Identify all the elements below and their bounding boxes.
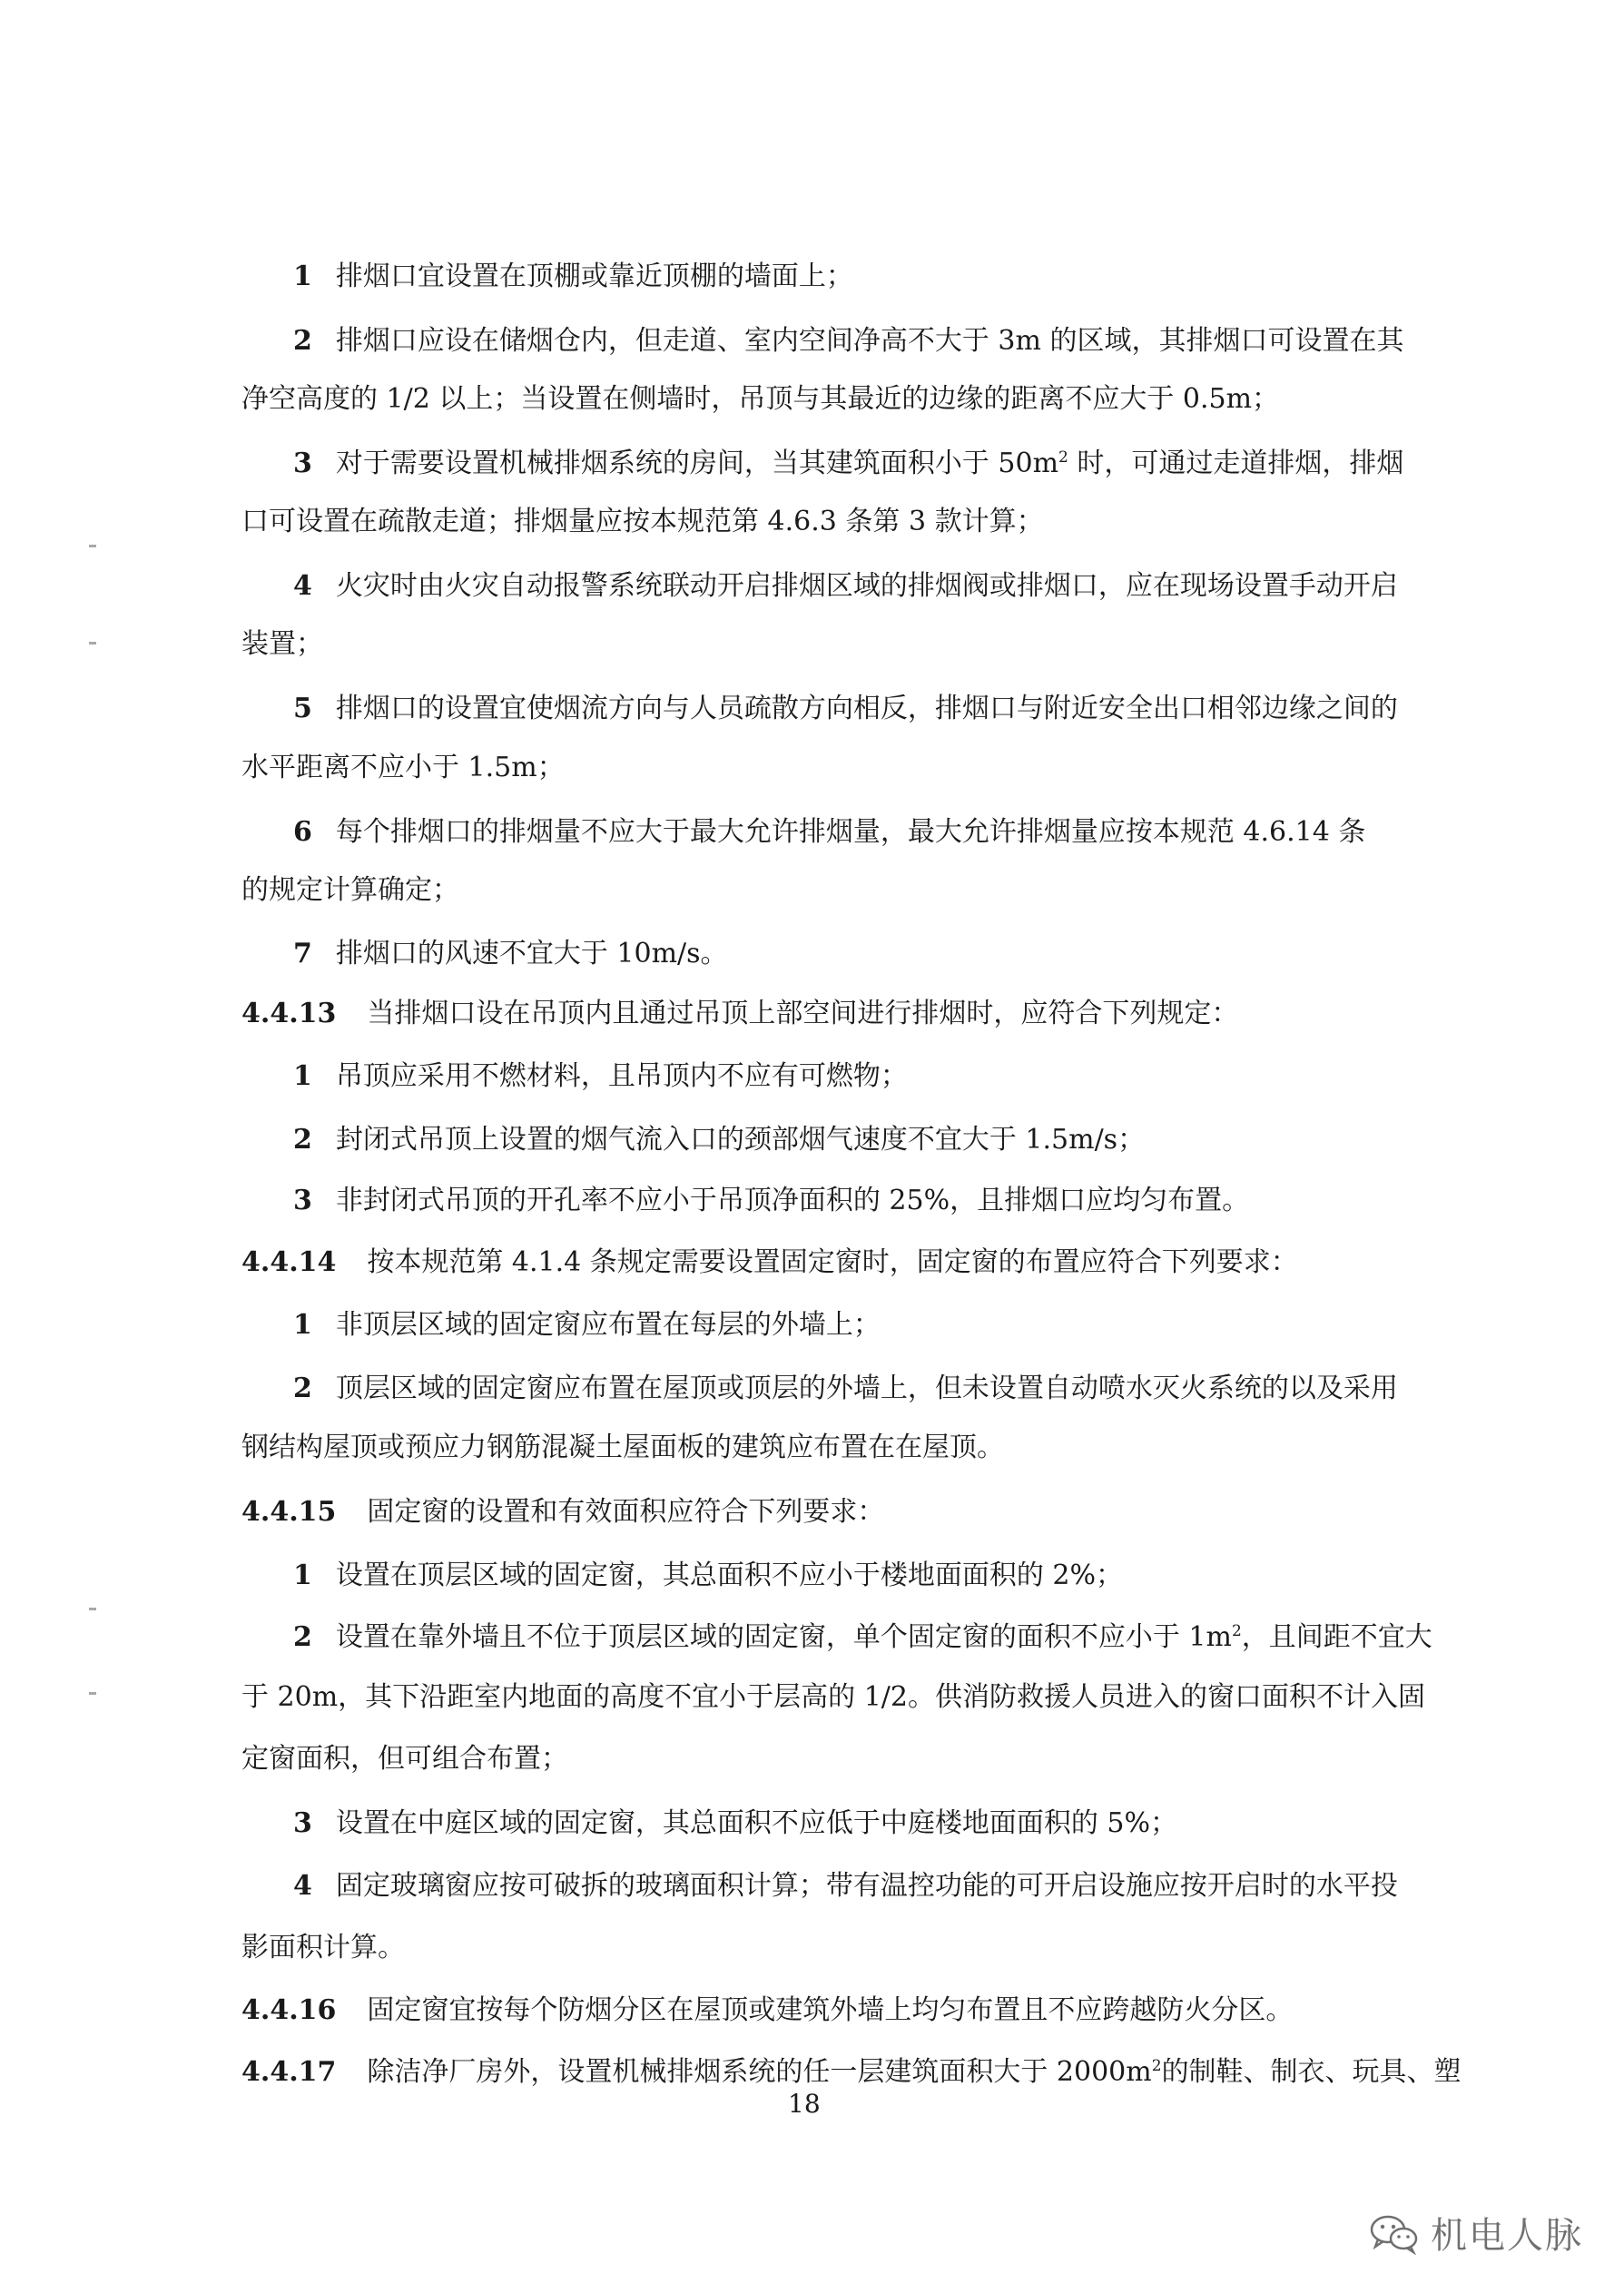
clause-number: 3	[293, 448, 312, 479]
item-number: 2	[293, 1124, 312, 1156]
item-number: 1	[293, 1060, 312, 1092]
section-text: 固定窗宜按每个防烟分区在屋顶或建筑外墙上均匀布置且不应跨越防火分区。	[367, 1994, 1294, 2026]
item-text: 固定玻璃窗应按可破拆的玻璃面积计算；带有温控功能的可开启设施应按开启时的水平投	[335, 1870, 1398, 1902]
section-4-4-15-item-3	[293, 1806, 1177, 1842]
item-text-b: ，且间距不宜大	[1241, 1621, 1432, 1653]
item-text: 非顶层区域的固定窗应布置在每层的外墙上；	[335, 1309, 881, 1341]
section-4-4-14-item-1	[293, 1307, 881, 1343]
clause-text-b: 时，可通过走道排烟，排烟	[1068, 448, 1404, 479]
item-text-a: 设置在靠外墙且不位于顶层区域的固定窗，单个固定窗的面积不应小于 1m	[335, 1621, 1232, 1653]
section-4-4-15-item-4-continuation: 影面积计算。	[241, 1932, 405, 1963]
section-text: 固定窗的设置和有效面积应符合下列要求：	[367, 1496, 885, 1528]
section-number: 4.4.15	[241, 1496, 337, 1528]
item-number: 1	[293, 1560, 312, 1591]
section-text: 按本规范第 4.1.4 条规定需要设置固定窗时，固定窗的布置应符合下列要求：	[367, 1246, 1298, 1278]
clause-3-continuation: 口可设置在疏散走道；排烟量应按本规范第 4.6.3 条第 3 款计算；	[241, 506, 1044, 537]
section-text-a: 除洁净厂房外，设置机械排烟系统的任一层建筑面积大于 2000m	[367, 2056, 1152, 2088]
section-4-4-14-item-2	[293, 1371, 1398, 1407]
section-4-4-17	[241, 2054, 1462, 2091]
clause-2	[293, 323, 1403, 359]
item-text: 吊顶应采用不燃材料，且吊顶内不应有可燃物；	[335, 1060, 908, 1092]
superscript: 2	[1151, 2057, 1162, 2075]
section-4-4-13-item-1	[293, 1058, 908, 1095]
clause-text: 排烟口宜设置在顶棚或靠近顶棚的墙面上；	[335, 261, 853, 292]
clause-text: 火灾时由火灾自动报警系统联动开启排烟区域的排烟阀或排烟口，应在现场设置手动开启	[335, 570, 1398, 602]
clause-text: 每个排烟口的排烟量不应大于最大允许排烟量，最大允许排烟量应按本规范 4.6.14 条	[335, 816, 1366, 848]
section-number: 4.4.16	[241, 1994, 337, 2026]
section-4-4-14	[241, 1245, 1298, 1281]
superscript: 2	[1231, 1622, 1242, 1640]
section-4-4-16	[241, 1993, 1293, 2029]
clause-5	[293, 691, 1398, 727]
section-4-4-15-item-2-continuation-2: 定窗面积，但可组合布置；	[241, 1743, 568, 1775]
item-text: 设置在顶层区域的固定窗，其总面积不应小于楼地面面积的 2%；	[335, 1560, 1124, 1591]
section-4-4-15	[241, 1494, 884, 1530]
scan-speck	[89, 545, 96, 547]
item-number: 4	[293, 1870, 312, 1902]
clause-number: 4	[293, 570, 312, 602]
section-number: 4.4.14	[241, 1246, 337, 1278]
section-4-4-15-item-4	[293, 1868, 1398, 1904]
page-number: 18	[788, 2089, 821, 2119]
clause-text: 排烟口应设在储烟仓内，但走道、室内空间净高不大于 3m 的区域，其排烟口可设置在其	[335, 325, 1404, 357]
watermark	[1369, 2213, 1583, 2259]
clause-number: 1	[293, 261, 312, 292]
clause-7	[293, 936, 728, 972]
clause-text: 排烟口的风速不宜大于 10m/s。	[335, 938, 728, 969]
clause-number: 6	[293, 816, 312, 848]
wechat-icon	[1369, 2213, 1420, 2259]
clause-text: 排烟口的设置宜使烟流方向与人员疏散方向相反，排烟口与附近安全出口相邻边缘之间的	[335, 693, 1398, 724]
section-4-4-14-item-2-continuation: 钢结构屋顶或预应力钢筋混凝土屋面板的建筑应布置在在屋顶。	[241, 1432, 1004, 1463]
section-4-4-13-item-3	[293, 1183, 1249, 1219]
item-number: 2	[293, 1621, 312, 1653]
item-number: 2	[293, 1373, 312, 1404]
section-number: 4.4.13	[241, 998, 337, 1029]
item-text: 非封闭式吊顶的开孔率不应小于吊顶净面积的 25%，且排烟口应均匀布置。	[335, 1185, 1250, 1216]
item-number: 3	[293, 1807, 312, 1839]
scan-speck	[89, 1608, 96, 1610]
section-4-4-15-item-2	[293, 1619, 1432, 1656]
clause-text-a: 对于需要设置机械排烟系统的房间，当其建筑面积小于 50m	[335, 448, 1059, 479]
clause-3	[293, 446, 1403, 482]
item-number: 1	[293, 1309, 312, 1341]
clause-4-continuation: 装置；	[241, 628, 323, 660]
section-text: 当排烟口设在吊顶内且通过吊顶上部空间进行排烟时，应符合下列规定：	[367, 998, 1239, 1029]
clause-4	[293, 568, 1398, 605]
item-text: 顶层区域的固定窗应布置在屋顶或顶层的外墙上，但未设置自动喷水灭火系统的以及采用	[335, 1373, 1398, 1404]
section-number: 4.4.17	[241, 2056, 337, 2088]
item-number: 3	[293, 1185, 312, 1216]
section-4-4-13	[241, 996, 1238, 1032]
clause-number: 2	[293, 325, 312, 357]
section-text-b: 的制鞋、制衣、玩具、塑	[1161, 2056, 1462, 2088]
superscript: 2	[1058, 448, 1068, 467]
scan-speck	[89, 1692, 96, 1695]
item-text: 封闭式吊顶上设置的烟气流入口的颈部烟气速度不宜大于 1.5m/s；	[335, 1124, 1146, 1156]
scan-speck	[89, 642, 96, 645]
watermark-text: 机电人脉	[1431, 2215, 1583, 2257]
clause-number: 5	[293, 693, 312, 724]
clause-5-continuation: 水平距离不应小于 1.5m；	[241, 752, 565, 783]
clause-2-continuation: 净空高度的 1/2 以上；当设置在侧墙时，吊顶与其最近的边缘的距离不应大于 0.5m；	[241, 383, 1280, 415]
clause-6-continuation: 的规定计算确定；	[241, 874, 459, 906]
section-4-4-15-item-2-continuation-1: 于 20m，其下沿距室内地面的高度不宜小于层高的 1/2。供消防救援人员进入的窗口面积不计入固	[241, 1681, 1425, 1713]
section-4-4-13-item-2	[293, 1122, 1145, 1158]
clause-number: 7	[293, 938, 312, 969]
clause-1	[293, 259, 853, 295]
section-4-4-15-item-1	[293, 1558, 1123, 1594]
item-text: 设置在中庭区域的固定窗，其总面积不应低于中庭楼地面面积的 5%；	[335, 1807, 1178, 1839]
clause-6	[293, 814, 1365, 851]
